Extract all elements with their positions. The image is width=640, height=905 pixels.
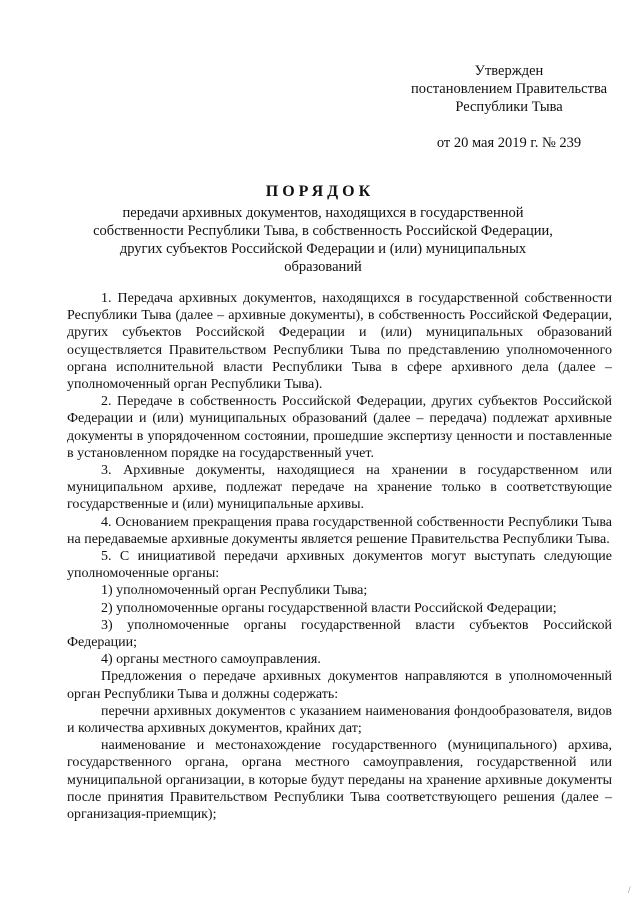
document-subtitle: передачи архивных документов, находящихся в государственной собственности Республики Тыва, в собственность Российской Федерации, других субъектов Российской Федерации и (или) муниципальных образований	[93, 205, 553, 275]
paragraph: наименование и местонахождение государственного (муниципального) архива, государственного органа, органа местного самоуправления, государственной или муниципальной организации, в которые будут переданы на хранение архивные документы после принятия Правительством Республики Тыва соответствующего решения (далее – организация-приемщик);	[67, 738, 612, 823]
paragraph: 5. С инициативой передачи архивных документов могут выступать следующие уполномоченные органы:	[67, 549, 612, 582]
approval-line-2: постановлением Правительства	[410, 81, 608, 97]
paragraph: 3. Архивные документы, находящиеся на хранении в государственном или муниципальном архиве, подлежат передаче на хранение только в соответствующие государственные и (или) муниципальные архивы.	[67, 463, 612, 513]
paragraph: 4. Основанием прекращения права государственной собственности Республики Тыва на передаваемые архивные документы является решение Правительства Республики Тыва.	[67, 514, 612, 547]
paragraph: перечни архивных документов с указанием наименования фондообразователя, видов и количества архивных документов, крайних дат;	[67, 703, 612, 737]
document-title: ПОРЯДОК	[265, 183, 375, 200]
list-item: 4) органы местного самоуправления.	[101, 652, 321, 668]
paragraph: 1. Передача архивных документов, находящихся в государственной собственности Республики Тыва (далее – архивные документы), в собственность Российской Федерации, других субъектов Российской Федерации и (или) муниципальных образований осуществляется Правительством Республики Тыва по представлению уполномоченного органа исполнительной власти Республики Тыва в сфере архивного дела (далее – уполномоченный орган Республики Тыва).	[67, 291, 612, 393]
approval-line-3: Республики Тыва	[455, 99, 563, 115]
paragraph: 2. Передаче в собственность Российской Федерации, других субъектов Российской Федерации и (или) муниципальных образований (далее – передача) подлежат архивные документы в упорядоченном состоянии, прошедшие экспертизу ценности и поставленные в установленном порядке на государственный учет.	[67, 394, 612, 461]
document-body	[67, 290, 612, 823]
approval-line-1: Утвержден	[474, 63, 544, 79]
approval-block	[404, 62, 614, 152]
list-item: 3) уполномоченные органы государственной власти субъектов Российской Федерации;	[67, 617, 612, 651]
paragraph: Предложения о передаче архивных документов направляются в уполномоченный орган Республики Тыва и должны содержать:	[67, 669, 612, 702]
corner-mark: /	[628, 885, 631, 895]
approval-date: от 20 мая 2019 г. № 239	[436, 135, 582, 151]
list-item: 1) уполномоченный орган Республики Тыва;	[101, 583, 368, 599]
list-item: 2) уполномоченные органы государственной власти Российской Федерации;	[101, 600, 557, 616]
